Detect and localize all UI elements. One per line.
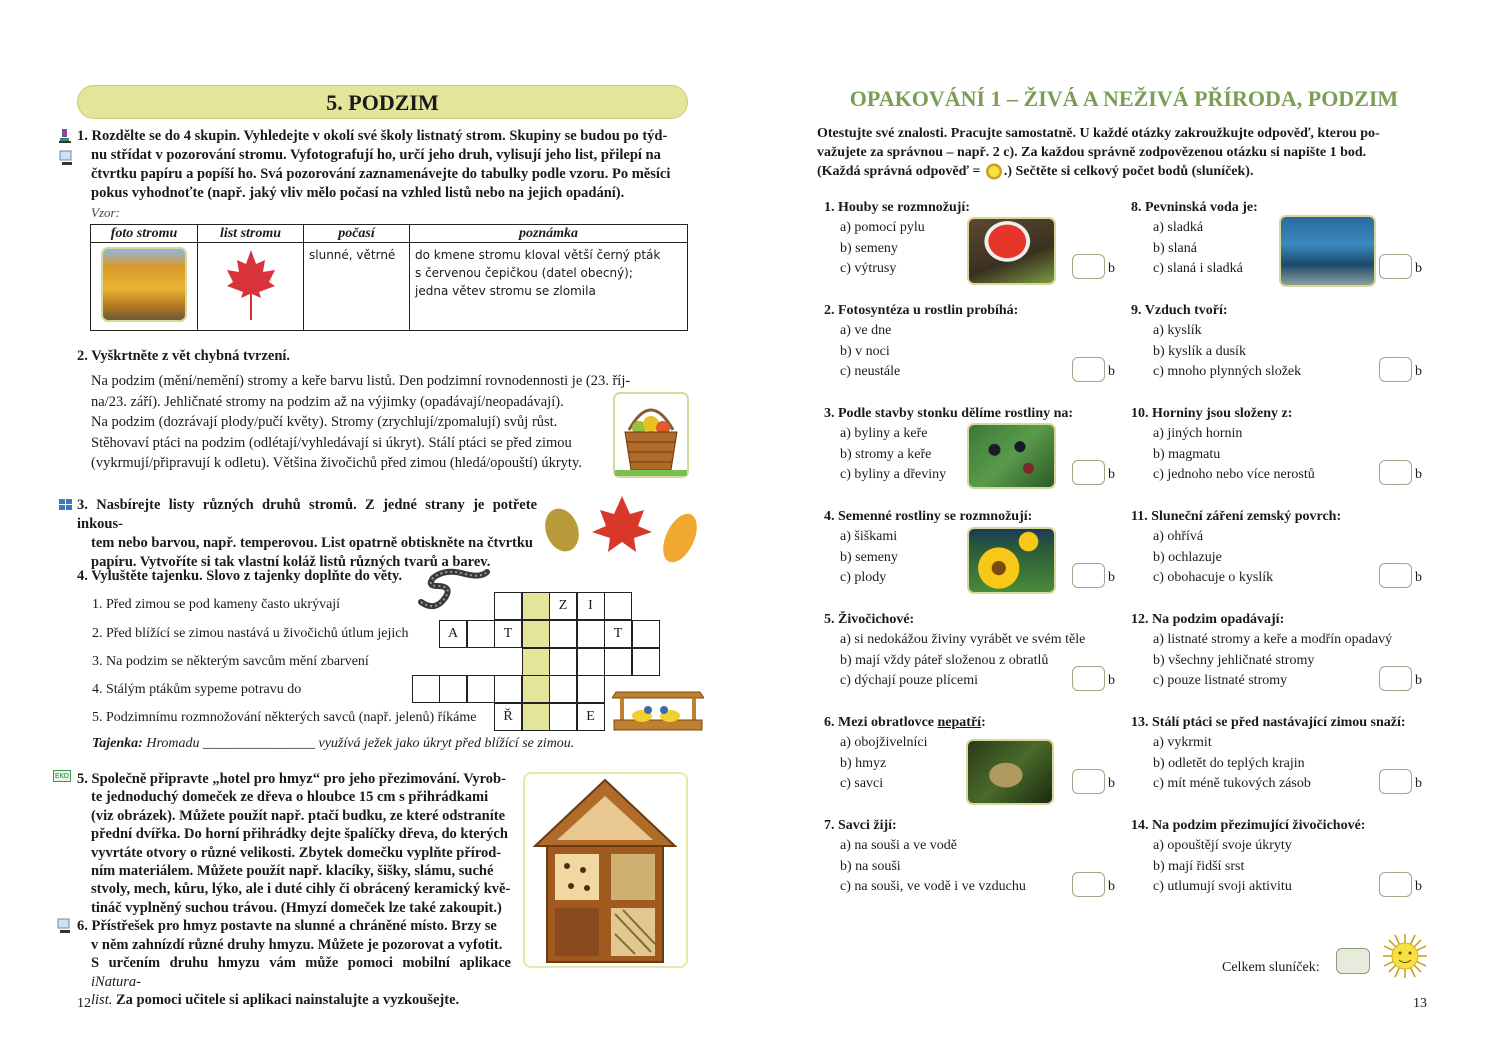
water-photo [1279, 215, 1376, 287]
blackberry-photo [967, 423, 1056, 489]
computer-icon [58, 150, 74, 166]
task-2-text [91, 371, 689, 474]
answer-option-b[interactable]: b) mají vždy páteř složenou z obratlů [840, 652, 1049, 668]
crossword-cell[interactable]: T [494, 620, 522, 648]
answer-option-a[interactable]: a) byliny a keře [840, 426, 928, 441]
answer-option-b[interactable]: b) všechny jehličnaté stromy [1153, 652, 1315, 668]
puzzle-icon [58, 497, 74, 511]
table-header: foto stromu [91, 225, 198, 243]
tree-photo-cell [91, 243, 198, 331]
answer-option-c[interactable]: c) výtrusy [840, 261, 897, 277]
crossword-cell[interactable] [467, 620, 495, 648]
task-1-line: nu střídat v pozorování stromu. Vyfotografují ho, určí jeho druh, vylisují jeho list, přilepí na [91, 147, 661, 163]
score-unit: b [1415, 776, 1422, 791]
score-box[interactable] [1379, 460, 1412, 485]
task-5-line: přední dvířka. Do horní přihrádky dejte špalíčky dřeva, do kterých [91, 826, 508, 843]
answer-option-b[interactable]: b) slaná [1153, 240, 1197, 256]
review-title: OPAKOVÁNÍ 1 – ŽIVÁ A NEŽIVÁ PŘÍRODA, PODZIM [849, 86, 1399, 111]
crossword-cell[interactable] [412, 675, 440, 703]
answer-option-a[interactable]: a) sladká [1153, 220, 1204, 235]
score-unit: b [1108, 570, 1115, 585]
crossword-secret-cell[interactable] [522, 620, 550, 648]
task-2-line: Stěhovaví ptáci na podzim (odlétají/vyhledávají si úkryt). Stálí ptáci se před zimou [91, 434, 572, 451]
review-intro [817, 124, 1431, 181]
task-5-line: vyvrtáte otvory o různé velikosti. Zbytek domečku vyplňte přírod- [91, 844, 502, 861]
answer-option-a[interactable]: a) kyslík [1153, 323, 1202, 338]
score-unit: b [1415, 570, 1422, 585]
crossword-cell[interactable] [494, 675, 522, 703]
crossword-cell[interactable] [632, 620, 660, 648]
answer-option-c[interactable]: c) jednoho nebo více nerostů [1153, 467, 1315, 483]
total-score-box[interactable] [1336, 948, 1370, 974]
sunflower-photo [967, 527, 1056, 594]
answer-option-c[interactable]: c) plody [840, 570, 887, 586]
toad-photo [966, 739, 1054, 805]
task-1-line: čtvrtku papíru a popíší ho. Svá pozorování zaznamenávejte do tabulky podle vzoru. Po měsíci [91, 166, 671, 182]
table-header: počasí [304, 225, 410, 243]
score-box[interactable] [1072, 563, 1105, 588]
crossword-clue: 3. Na podzim se některým savcům mění zbarvení [92, 654, 369, 669]
task-1-line: Rozdělte se do 4 skupin. Vyhledejte v okolí své školy listnatý strom. Skupiny se budou po týd- [91, 128, 668, 144]
crossword-cell[interactable] [494, 592, 522, 620]
task-4-heading: 4. Vyluštěte tajenku. Slovo z tajenky doplňte do věty. [77, 568, 403, 584]
app-name: list. [91, 992, 113, 1008]
answer-option-c[interactable]: c) savci [840, 776, 884, 792]
question-text-part: : [981, 715, 986, 730]
score-box[interactable] [1072, 357, 1105, 382]
eko-badge: EKO [54, 772, 70, 780]
answer-option-a[interactable]: a) pomocí pylu [840, 220, 925, 235]
tajenka-text: využívá ježek jako úkryt před blížící se zimou. [318, 736, 575, 751]
crossword-cell[interactable] [549, 703, 577, 731]
task-6-line: Přístřešek pro hmyz postavte na slunné a chráněné místo. Brzy se [91, 918, 497, 934]
crossword-cell[interactable]: E [577, 703, 605, 731]
crossword-cell[interactable] [632, 648, 660, 676]
task-6 [77, 917, 511, 1010]
tajenka-text: Hromadu [146, 736, 200, 751]
answer-option-b[interactable]: b) odletět do teplých krajin [1153, 755, 1305, 771]
task-1 [77, 127, 689, 203]
task-2-line: Na podzim (mění/nemění) stromy a keře barvu listů. Den podzimní rovnodennosti je (23. říj- [91, 373, 631, 389]
weather-cell: slunné, větrné [304, 243, 410, 331]
vzor-label: Vzor: [91, 205, 120, 220]
microscope-icon [58, 128, 72, 144]
task-5-line: tináč vyplněný suchou trávou. (Hmyzí domeček lze také zakoupit.) [91, 899, 502, 916]
underlined-word: nepatří [937, 715, 982, 730]
intro-line: Otestujte své znalosti. Pracujte samostatně. U každé otázky zakroužkujte odpověď, kterou po- [817, 126, 1380, 141]
score-box[interactable] [1379, 769, 1412, 794]
answer-option-c[interactable]: c) mít méně tukových zásob [1153, 776, 1311, 792]
answer-option-a[interactable]: a) ohřívá [1153, 529, 1204, 544]
crossword-clue: 2. Před blížící se zimou nastává u živočichů útlum jejich [92, 626, 409, 641]
question-text: 14. Na podzim přezimující živočichové: [1131, 818, 1366, 833]
answer-option-c[interactable]: c) neustále [840, 364, 901, 380]
answer-option-a[interactable]: a) si nedokážou živiny vyrábět ve svém těle [840, 632, 1086, 647]
answer-option-c[interactable]: c) obohacuje o kyslík [1153, 570, 1274, 586]
crossword-cell[interactable]: Ř [494, 703, 522, 731]
crossword-secret-cell[interactable] [522, 675, 550, 703]
crossword-secret-cell[interactable] [522, 703, 550, 731]
total-label: Celkem sluníček: [1222, 960, 1320, 975]
task-1-number: 1. [77, 128, 88, 144]
page-number-left: 12 [77, 996, 91, 1011]
crossword-cell[interactable] [467, 675, 495, 703]
crossword-clue: 4. Stálým ptákům sypeme potravu do [92, 682, 302, 697]
score-box[interactable] [1072, 666, 1105, 691]
answer-option-c[interactable]: c) dýchají pouze plícemi [840, 673, 978, 689]
tree-photo [101, 247, 187, 322]
task-6-number: 6. [77, 918, 88, 934]
intro-line: (Každá správná odpověď = [817, 164, 984, 179]
snake-image [415, 568, 490, 612]
score-unit: b [1415, 261, 1422, 276]
tajenka-label: Tajenka: [92, 736, 143, 751]
answer-option-c[interactable]: c) byliny a dřeviny [840, 467, 947, 483]
question-text: 1. Houby se rozmnožují: [824, 200, 970, 215]
crossword-cell[interactable] [577, 620, 605, 648]
score-unit: b [1415, 467, 1422, 482]
bird-feeder-image [612, 684, 704, 732]
answer-option-a[interactable]: a) listnaté stromy a keře a modřín opadavý [1153, 632, 1393, 647]
question-text: 8. Pevninská voda je: [1131, 200, 1258, 215]
score-unit: b [1108, 879, 1115, 894]
task-2-heading: 2. Vyškrtněte z vět chybná tvrzení. [77, 348, 291, 364]
question-text [824, 713, 1124, 733]
crossword-cell[interactable] [577, 675, 605, 703]
mushroom-photo [967, 217, 1056, 285]
note-line: jedna větev stromu se zlomila [415, 284, 596, 298]
score-box[interactable] [1072, 872, 1105, 897]
autumn-leaves-image [540, 492, 705, 567]
tajenka-blank[interactable]: ________________ [202, 736, 315, 751]
answer-option-c[interactable]: c) na souši, ve vodě i ve vzduchu [840, 879, 1026, 895]
answer-option-b[interactable]: b) magmatu [1153, 446, 1221, 462]
score-unit: b [1108, 673, 1115, 688]
page-number-right: 13 [1413, 996, 1427, 1011]
leaf-cell [198, 243, 304, 331]
chapter-title: 5. PODZIM [77, 85, 688, 119]
crossword-cell[interactable] [577, 648, 605, 676]
crossword-cell[interactable] [549, 675, 577, 703]
intro-line: važujete za správnou – např. 2 c). Za každou správně zodpovězenou otázku si napište 1 bod. [817, 145, 1367, 160]
crossword-cell[interactable] [439, 675, 467, 703]
smiling-sun-icon [1383, 932, 1427, 980]
task-5-number: 5. [77, 771, 88, 787]
crossword-cell[interactable]: T [604, 620, 632, 648]
crossword-cell[interactable] [549, 648, 577, 676]
table-header: list stromu [198, 225, 304, 243]
score-unit: b [1415, 879, 1422, 894]
task-6-line: v něm zahnízdí různé druhy hmyzu. Můžete je pozorovat a vyfotit. [91, 936, 503, 953]
answer-option-c[interactable]: c) pouze listnaté stromy [1153, 673, 1288, 689]
crossword-cell[interactable] [604, 648, 632, 676]
answer-option-a[interactable]: a) vykrmit [1153, 735, 1212, 750]
score-box[interactable] [1379, 872, 1412, 897]
answer-option-a[interactable]: a) ve dne [840, 323, 892, 338]
task-5-line: te jednoduchý domeček ze dřeva o hloubce 15 cm s přihrádkami [91, 789, 489, 806]
task-2-line: na/23. září). Jehličnaté stromy na podzim až na výjimky (opadávají/neopadávají). [91, 393, 564, 410]
answer-option-b[interactable]: b) semeny [840, 549, 898, 565]
insect-hotel-image [523, 772, 688, 968]
answer-option-b[interactable]: b) v noci [840, 343, 890, 359]
table-header: poznámka [410, 225, 688, 243]
answer-option-c[interactable]: c) utlumují svoji aktivitu [1153, 879, 1292, 895]
question-text: 9. Vzduch tvoří: [1131, 303, 1228, 318]
app-name: iNatura- [91, 973, 141, 990]
task-5-line: Společně připravte „hotel pro hmyz“ pro jeho přezimování. Vyrob- [91, 771, 506, 787]
maple-leaf-icon [223, 246, 279, 322]
crossword-cell[interactable]: I [577, 592, 605, 620]
crossword-cell[interactable]: A [439, 620, 467, 648]
score-box[interactable] [1379, 357, 1412, 382]
task-5-line: ním materiálem. Můžete použít např. klacíky, šišky, slámu, suché [91, 863, 494, 880]
task-3-line: tem nebo barvou, např. temperovou. List opatrně obtiskněte na čtvrtku [91, 535, 533, 551]
computer-icon [56, 918, 72, 934]
question-text: 7. Savci žijí: [824, 818, 897, 833]
task-3-line: Nasbírejte listy různých druhů stromů. Z jedné strany je potřete inkous- [77, 497, 537, 532]
score-unit: b [1415, 673, 1422, 688]
score-box[interactable] [1072, 769, 1105, 794]
task-3-number: 3. [77, 497, 88, 513]
question-text-part: 6. Mezi obratlovce [824, 715, 938, 730]
question-text: 12. Na podzim opadávají: [1131, 612, 1285, 627]
answer-option-a[interactable]: a) opouštějí svoje úkryty [1153, 838, 1292, 853]
answer-option-b[interactable]: b) semeny [840, 240, 898, 256]
crossword-cell[interactable] [549, 620, 577, 648]
crossword-clue: 1. Před zimou se pod kameny často ukrývají [92, 597, 341, 612]
answer-option-b[interactable]: b) hmyz [840, 755, 887, 771]
note-line: s červenou čepičkou (datel obecný); [415, 266, 633, 280]
intro-line: .) Sečtěte si celkový počet bodů (sluníček). [1003, 164, 1254, 179]
task-5-line: (viz obrázek). Můžete použít např. ptačí budku, ze které odstraníte [91, 807, 506, 824]
answer-option-a[interactable]: a) na souši a ve vodě [840, 838, 958, 853]
answer-option-a[interactable]: a) jiných hornin [1153, 426, 1243, 441]
question-text: 4. Semenné rostliny se rozmnožují: [824, 509, 1033, 524]
score-unit: b [1108, 364, 1115, 379]
score-box[interactable] [1379, 666, 1412, 691]
answer-option-c[interactable]: c) mnoho plynných složek [1153, 364, 1302, 380]
score-box[interactable] [1379, 254, 1412, 279]
note-cell [410, 243, 688, 331]
answer-option-b[interactable]: b) mají řidší srst [1153, 858, 1245, 874]
answer-option-b[interactable]: b) stromy a keře [840, 446, 932, 462]
task-5-line: stvoly, mech, kůru, lýko, ale i duté cihly či obrácený keramický kvě- [91, 881, 511, 898]
task-6-line: Za pomoci učitele si aplikaci nainstalujte a vyzkoušejte. [115, 992, 460, 1008]
score-unit: b [1108, 776, 1115, 791]
fruit-basket-image [613, 392, 689, 478]
task-3 [77, 496, 537, 572]
task-2-line: Na podzim (dozrávají plody/pučí květy). Stromy (zrychlují/zpomalují) svůj růst. [91, 414, 558, 431]
question-text: 11. Sluneční záření zemský povrch: [1131, 509, 1342, 524]
task-1-line: pokus vyhodnoťte (např. jaký vliv mělo počasí na vzhled listů nebo na jejich opadání). [91, 185, 625, 201]
crossword-secret-cell[interactable] [522, 592, 550, 620]
crossword-cell[interactable]: Z [549, 592, 577, 620]
score-box[interactable] [1379, 563, 1412, 588]
score-unit: b [1108, 261, 1115, 276]
answer-option-b[interactable]: b) kyslík a dusík [1153, 343, 1246, 359]
sun-icon [984, 163, 1004, 180]
crossword-cell[interactable] [604, 592, 632, 620]
task-2-line: (vykrmují/připravují k odletu). Většina živočichů před zimou (hledá/opouští) úkryty. [91, 455, 582, 472]
score-box[interactable] [1072, 254, 1105, 279]
task-5 [77, 770, 511, 917]
score-unit: b [1415, 364, 1422, 379]
crossword-clue: 5. Podzimnímu rozmnožování některých savců (např. jelenů) říkáme [92, 710, 477, 725]
question-text: 13. Stálí ptáci se před nastávající zimou snaží: [1131, 715, 1406, 730]
note-line: do kmene stromu kloval větší černý pták [415, 248, 661, 262]
observation-table [90, 224, 688, 331]
question-text: 10. Horniny jsou složeny z: [1131, 406, 1293, 421]
answer-option-b[interactable]: b) na souši [840, 858, 901, 874]
answer-option-b[interactable]: b) ochlazuje [1153, 549, 1222, 565]
question-text: 5. Živočichové: [824, 612, 915, 627]
task-6-line: S určením druhu hmyzu vám může pomoci mobilní aplikace [91, 955, 511, 971]
question-text: 2. Fotosyntéza u rostlin probíhá: [824, 303, 1019, 318]
answer-option-a[interactable]: a) šiškami [840, 529, 898, 544]
question-text: 3. Podle stavby stonku dělíme rostliny na: [824, 406, 1074, 421]
task-3-line: papíru. Vytvoříte si tak vlastní koláž listů různých tvarů a barev. [91, 554, 491, 570]
tajenka-sentence [92, 736, 574, 752]
score-unit: b [1108, 467, 1115, 482]
answer-option-c[interactable]: c) slaná i sladká [1153, 261, 1243, 277]
score-box[interactable] [1072, 460, 1105, 485]
answer-option-a[interactable]: a) obojživelníci [840, 735, 928, 750]
crossword-secret-cell[interactable] [522, 648, 550, 676]
